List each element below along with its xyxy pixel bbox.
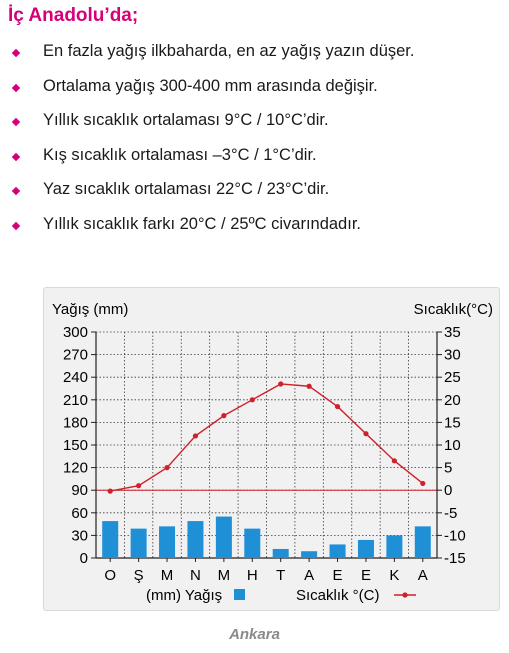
left-tick-label: 150 <box>62 437 88 454</box>
temperature-point <box>193 433 198 438</box>
month-label: M <box>160 567 174 584</box>
precipitation-bar <box>273 549 289 558</box>
temperature-point <box>335 404 340 409</box>
right-tick-label: 15 <box>444 414 461 432</box>
month-label: T <box>276 567 286 584</box>
left-axis-title: Yağış (mm) <box>52 301 129 318</box>
precipitation-bar <box>216 517 232 558</box>
diamond-bullet-icon <box>12 49 20 57</box>
temperature-point <box>221 413 226 418</box>
precipitation-bar <box>244 529 260 558</box>
left-tick-label: 30 <box>71 527 88 545</box>
precipitation-bar <box>415 526 431 558</box>
month-label: E <box>360 567 371 584</box>
left-tick-label: 240 <box>62 369 88 387</box>
precipitation-bar <box>187 521 203 558</box>
temperature-point <box>108 489 113 494</box>
right-tick-label: -15 <box>444 550 466 567</box>
right-tick-label: 35 <box>444 324 461 341</box>
left-tick-label: 120 <box>62 459 88 477</box>
list-item-text: En fazla yağış ilkbaharda, en az yağış yazın düşer. <box>43 42 415 60</box>
month-label: N <box>190 567 201 584</box>
left-tick-label: 300 <box>62 324 88 341</box>
right-tick-label: 10 <box>444 437 461 454</box>
month-label: A <box>417 567 428 584</box>
right-tick-label: -10 <box>444 527 466 545</box>
month-label: E <box>332 567 343 584</box>
temperature-point <box>307 384 312 389</box>
left-tick-label: 210 <box>62 391 88 409</box>
precipitation-bar <box>386 535 402 558</box>
left-tick-label: 0 <box>79 550 88 567</box>
precipitation-bar <box>131 529 147 558</box>
temperature-point <box>164 465 169 470</box>
legend-temperature-label: Sıcaklık °(C) <box>296 587 380 604</box>
left-tick-label: 90 <box>71 482 88 500</box>
list-item-text: Kış sıcaklık ortalaması –3°C / 1°C’dir. <box>43 145 317 164</box>
diamond-bullet-icon <box>12 118 20 126</box>
legend-precipitation-label: (mm) Yağış <box>146 587 223 604</box>
diamond-bullet-icon <box>12 222 20 230</box>
left-tick-label: 60 <box>71 504 88 522</box>
right-tick-label: 5 <box>444 459 453 477</box>
climate-chart <box>43 287 500 611</box>
temperature-point <box>136 483 141 488</box>
temperature-point <box>250 397 255 402</box>
month-label: H <box>246 567 258 584</box>
precipitation-bar <box>301 551 317 558</box>
legend-precipitation-swatch <box>234 589 245 600</box>
month-label: K <box>389 567 400 584</box>
page-title: İç Anadolu’da; <box>8 5 139 26</box>
precipitation-bar <box>358 540 374 558</box>
diamond-bullet-icon <box>12 187 20 195</box>
right-axis-title: Sıcaklık(°C) <box>413 301 493 318</box>
temperature-point <box>420 481 425 486</box>
list-item-text: Ortalama yağış 300-400 mm arasında değişir. <box>43 76 378 95</box>
temperature-point <box>278 381 283 386</box>
right-tick-label: 0 <box>444 482 453 500</box>
left-tick-label: 180 <box>62 414 88 432</box>
right-tick-label: 20 <box>444 391 461 409</box>
left-tick-label: 270 <box>62 346 88 364</box>
list-item-text: Yaz sıcaklık ortalaması 22°C / 23°C’dir. <box>43 180 330 199</box>
right-tick-label: 25 <box>444 369 461 387</box>
precipitation-bar <box>102 521 118 558</box>
month-label: A <box>304 567 315 584</box>
climate-chart-svg <box>44 288 499 610</box>
precipitation-bar <box>330 544 346 558</box>
precipitation-bar <box>159 526 175 558</box>
month-label: O <box>104 567 117 584</box>
right-tick-label: -5 <box>444 504 458 522</box>
month-label: M <box>217 567 231 584</box>
list-item-text: Yıllık sıcaklık farkı 20°C / 25ºC civarındadır. <box>43 214 361 233</box>
temperature-point <box>392 458 397 463</box>
chart-caption: Ankara <box>229 626 280 643</box>
month-label: Ş <box>133 567 144 584</box>
list-item-text: Yıllık sıcaklık ortalaması 9°C / 10°C’dir. <box>43 111 329 130</box>
diamond-bullet-icon <box>12 83 20 91</box>
right-tick-label: 30 <box>444 346 461 364</box>
diamond-bullet-icon <box>12 153 20 161</box>
legend-temperature-marker <box>402 592 407 597</box>
temperature-point <box>363 431 368 436</box>
